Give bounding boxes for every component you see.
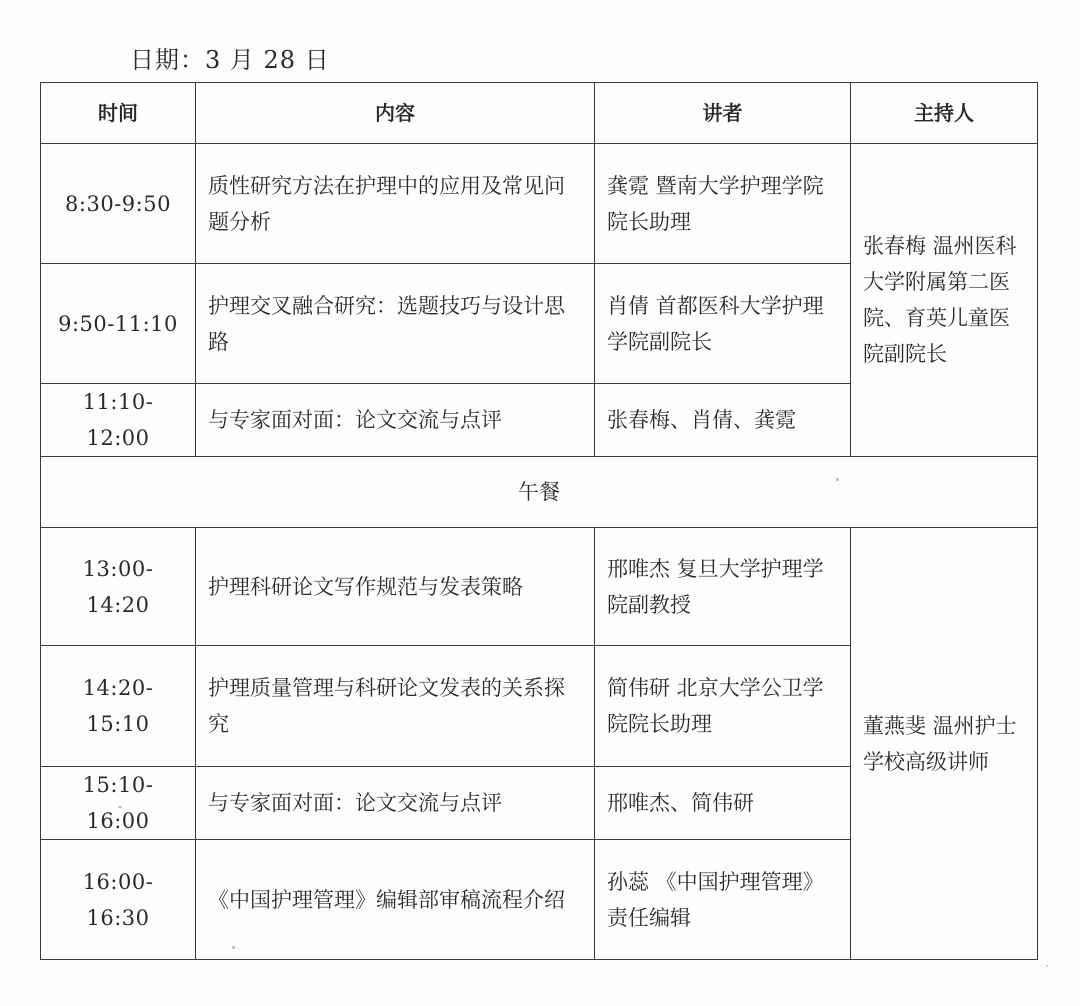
afternoon-host-cell: 董燕斐 温州护士学校高级讲师 (851, 528, 1038, 960)
speaker-cell: 张春梅、肖倩、龚霓 (595, 384, 851, 457)
time-cell: 15:10-16:00 (41, 767, 196, 840)
header-host: 主持人 (851, 83, 1038, 144)
content-cell: 《中国护理管理》编辑部审稿流程介绍 (196, 840, 595, 960)
table-row (41, 144, 1038, 264)
header-speaker: 讲者 (595, 83, 851, 144)
time-cell: 13:00-14:20 (41, 528, 196, 646)
scan-speck (232, 946, 235, 949)
morning-host-cell: 张春梅 温州医科大学附属第二医院、育英儿童医院副院长 (851, 144, 1038, 457)
scan-speck (118, 806, 122, 808)
speaker-cell: 龚霓 暨南大学护理学院院长助理 (595, 144, 851, 264)
schedule-table (40, 82, 1038, 960)
header-content: 内容 (196, 83, 595, 144)
lunch-row (41, 457, 1038, 528)
header-time: 时间 (41, 83, 196, 144)
speaker-cell: 邢唯杰、简伟研 (595, 767, 851, 840)
speaker-cell: 简伟研 北京大学公卫学院院长助理 (595, 646, 851, 767)
time-cell: 16:00-16:30 (41, 840, 196, 960)
content-cell: 质性研究方法在护理中的应用及常见问题分析 (196, 144, 595, 264)
table-row (41, 528, 1038, 646)
lunch-cell: 午餐 (41, 457, 1038, 528)
speaker-cell: 邢唯杰 复旦大学护理学院副教授 (595, 528, 851, 646)
content-cell: 与专家面对面：论文交流与点评 (196, 767, 595, 840)
header-row (41, 83, 1038, 144)
scan-speck (836, 478, 839, 481)
content-cell: 与专家面对面：论文交流与点评 (196, 384, 595, 457)
content-cell: 护理质量管理与科研论文发表的关系探究 (196, 646, 595, 767)
time-cell: 9:50-11:10 (41, 264, 196, 384)
time-cell: 14:20-15:10 (41, 646, 196, 767)
speaker-cell: 孙蕊 《中国护理管理》责任编辑 (595, 840, 851, 960)
content-cell: 护理交叉融合研究：选题技巧与设计思路 (196, 264, 595, 384)
date-line: 日期：3 月 28 日 (130, 46, 330, 74)
scan-speck (1046, 965, 1048, 967)
content-cell: 护理科研论文写作规范与发表策略 (196, 528, 595, 646)
time-cell: 11:10-12:00 (41, 384, 196, 457)
time-cell: 8:30-9:50 (41, 144, 196, 264)
speaker-cell: 肖倩 首都医科大学护理学院副院长 (595, 264, 851, 384)
